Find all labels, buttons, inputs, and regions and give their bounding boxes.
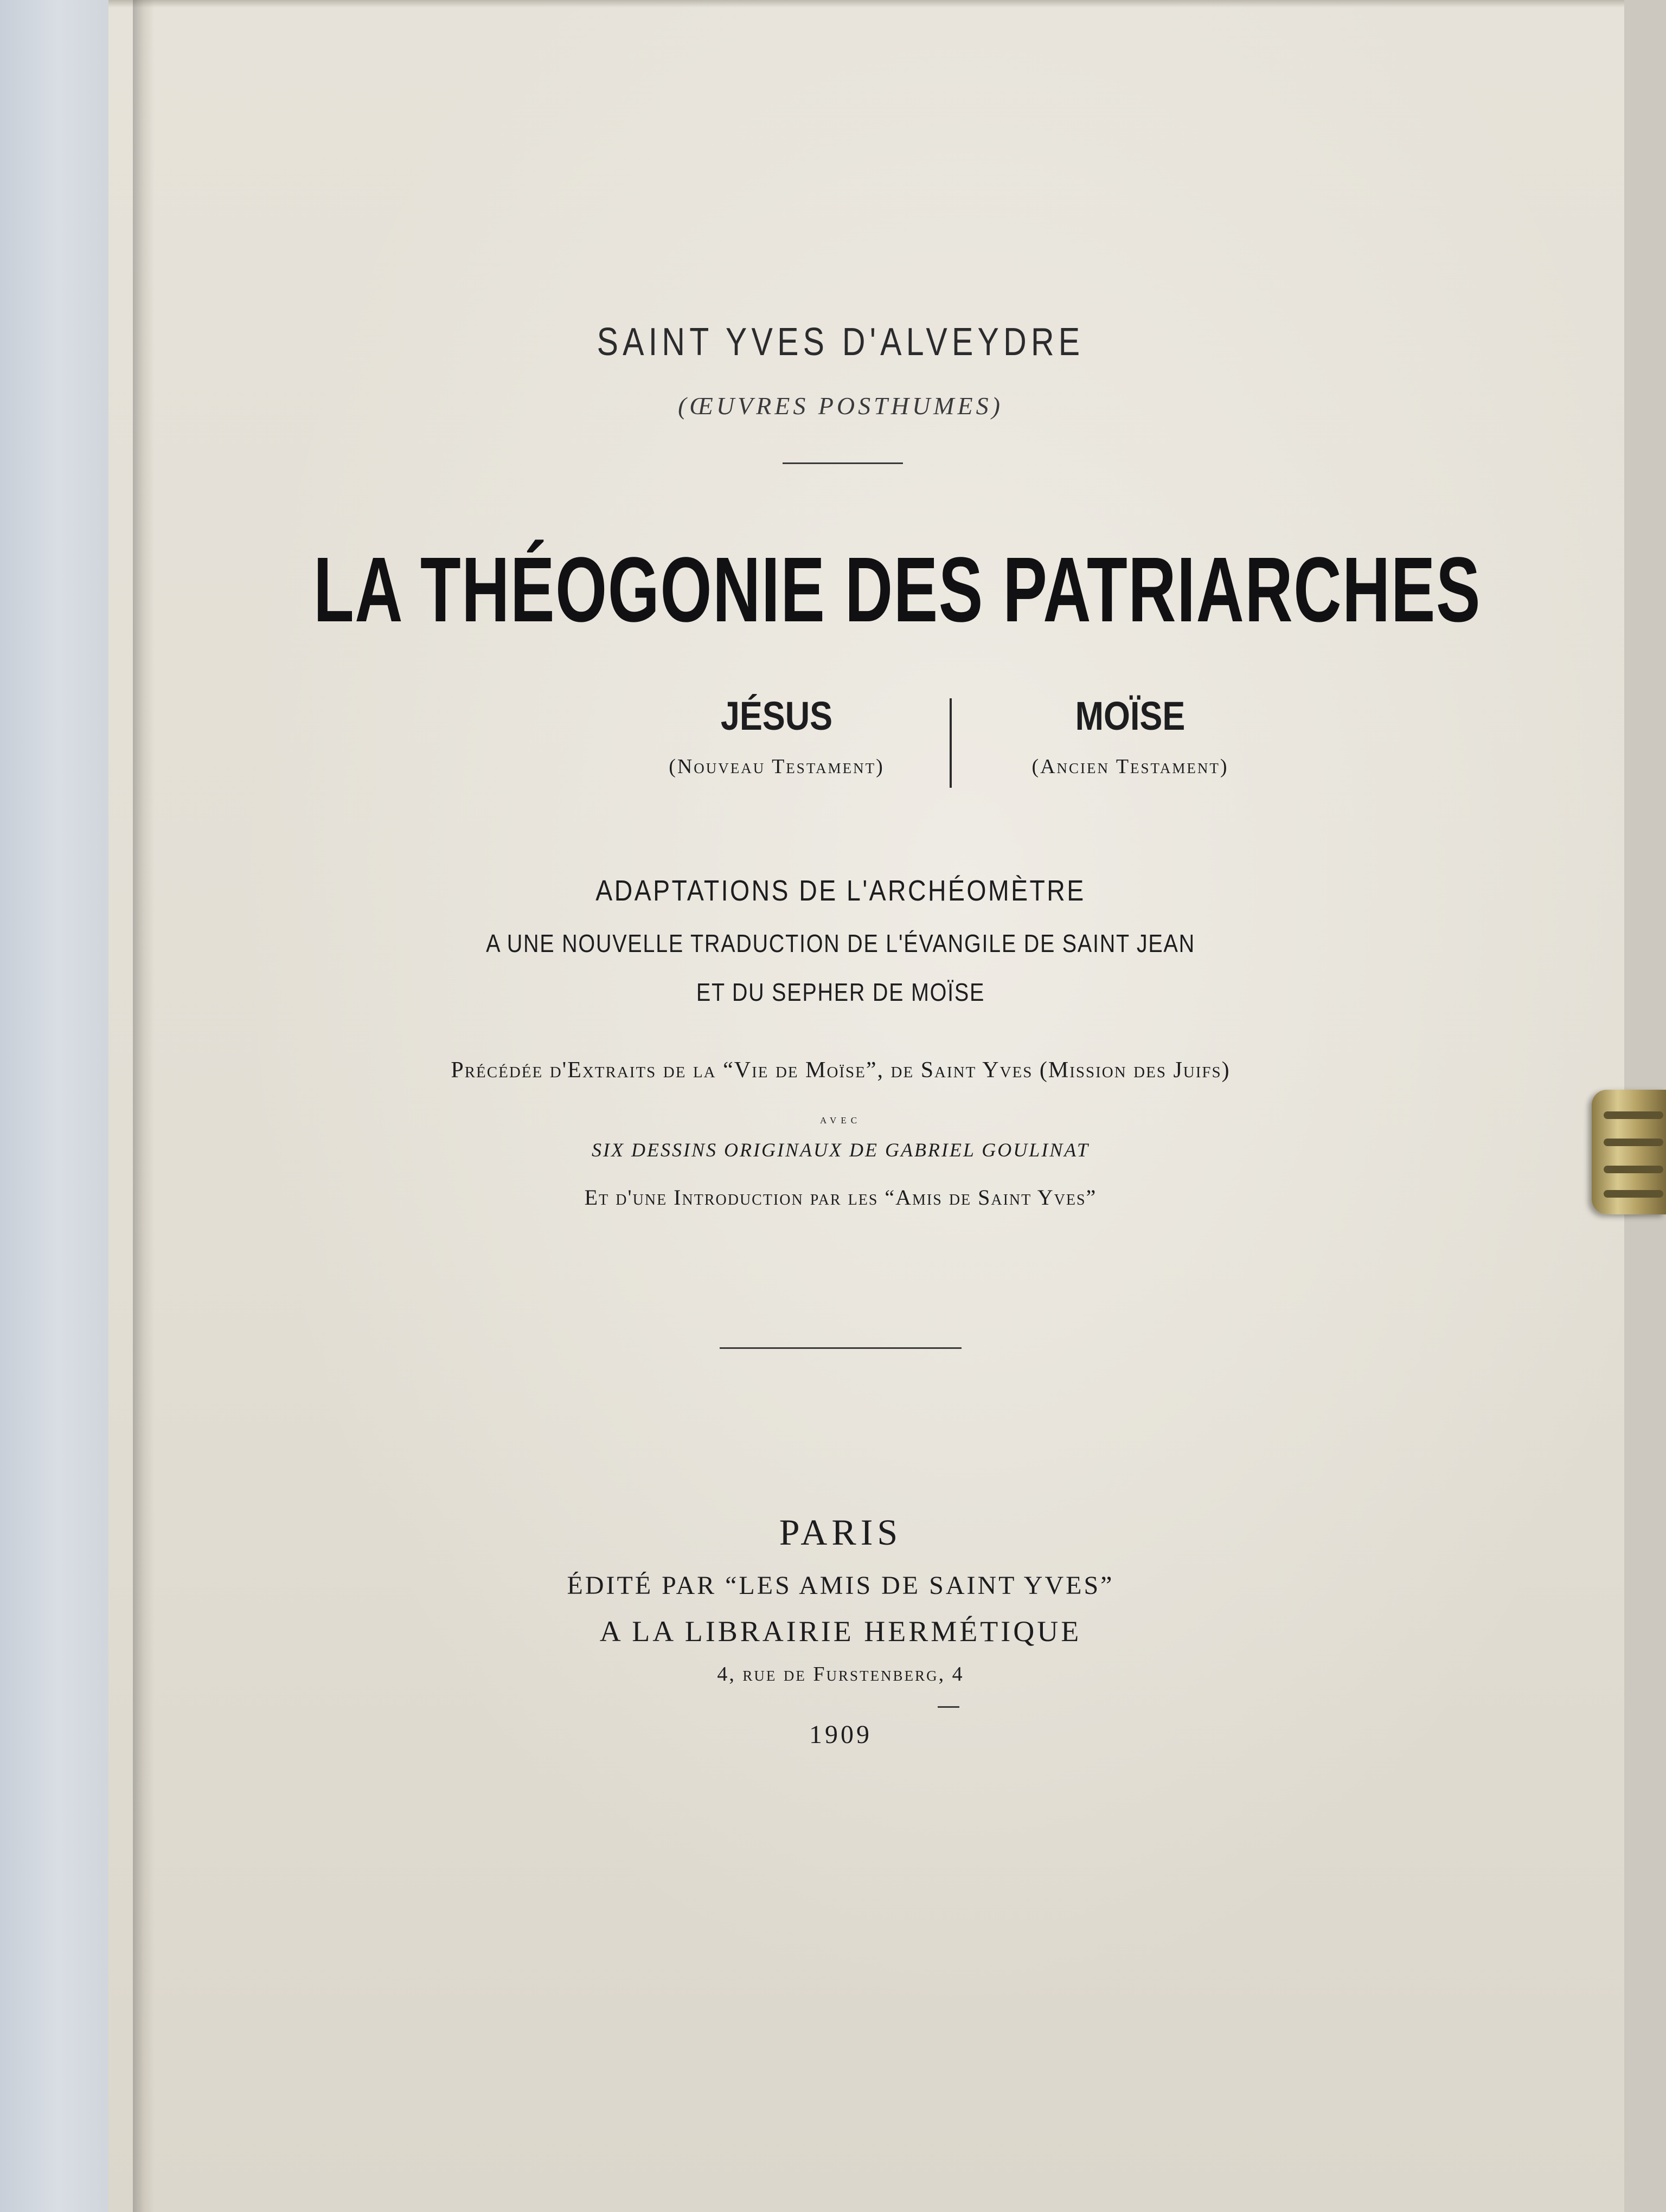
imprint-address: 4, rue de Furstenberg, 4 — [717, 1663, 964, 1686]
clasp-ridge — [1604, 1111, 1663, 1119]
column-name: JÉSUS — [720, 693, 833, 738]
title-page-content — [108, 0, 1573, 2212]
column-subtitle: (Nouveau Testament) — [669, 755, 885, 778]
preceded-by-note: Précédée d'Extraits de la “Vie de Moïse”, de Saint Yves (Mission des Juifs) — [451, 1058, 1231, 1083]
year-dash — [938, 1706, 959, 1708]
metal-clasp — [1592, 1090, 1666, 1214]
drawings-credit: SIX DESSINS ORIGINAUX DE GABRIEL GOULINAT — [592, 1139, 1090, 1161]
column-name: MOÏSE — [1075, 693, 1186, 738]
introduction-credit: Et d'une Introduction par les “Amis de Saint Yves” — [584, 1185, 1097, 1210]
avec-label: avec — [819, 1113, 862, 1127]
description-line-3: ET DU SEPHER DE MOÏSE — [696, 978, 985, 1006]
clasp-ridge — [1604, 1166, 1663, 1173]
book-title: LA THÉOGONIE DES PATRIARCHES — [313, 538, 1481, 641]
imprint-publisher: ÉDITÉ PAR “LES AMIS DE SAINT YVES” — [567, 1571, 1114, 1600]
author-note: (ŒUVRES POSTHUMES) — [678, 392, 1003, 420]
author-name: SAINT YVES D'ALVEYDRE — [597, 320, 1085, 364]
column-divider — [950, 698, 952, 788]
imprint-year: 1909 — [809, 1720, 872, 1749]
divider-rule — [783, 462, 903, 464]
clasp-ridge — [1604, 1190, 1663, 1198]
clasp-ridge — [1604, 1139, 1663, 1146]
column-subtitle: (Ancien Testament) — [1031, 755, 1229, 778]
imprint-city: PARIS — [779, 1512, 902, 1553]
description-line-2: A UNE NOUVELLE TRADUCTION DE L'ÉVANGILE DE SAINT JEAN — [486, 929, 1195, 957]
imprint-bookshop: A LA LIBRAIRIE HERMÉTIQUE — [599, 1615, 1082, 1648]
divider-rule-long — [720, 1347, 962, 1349]
description-line-1: ADAPTATIONS DE L'ARCHÉOMÈTRE — [595, 874, 1086, 907]
